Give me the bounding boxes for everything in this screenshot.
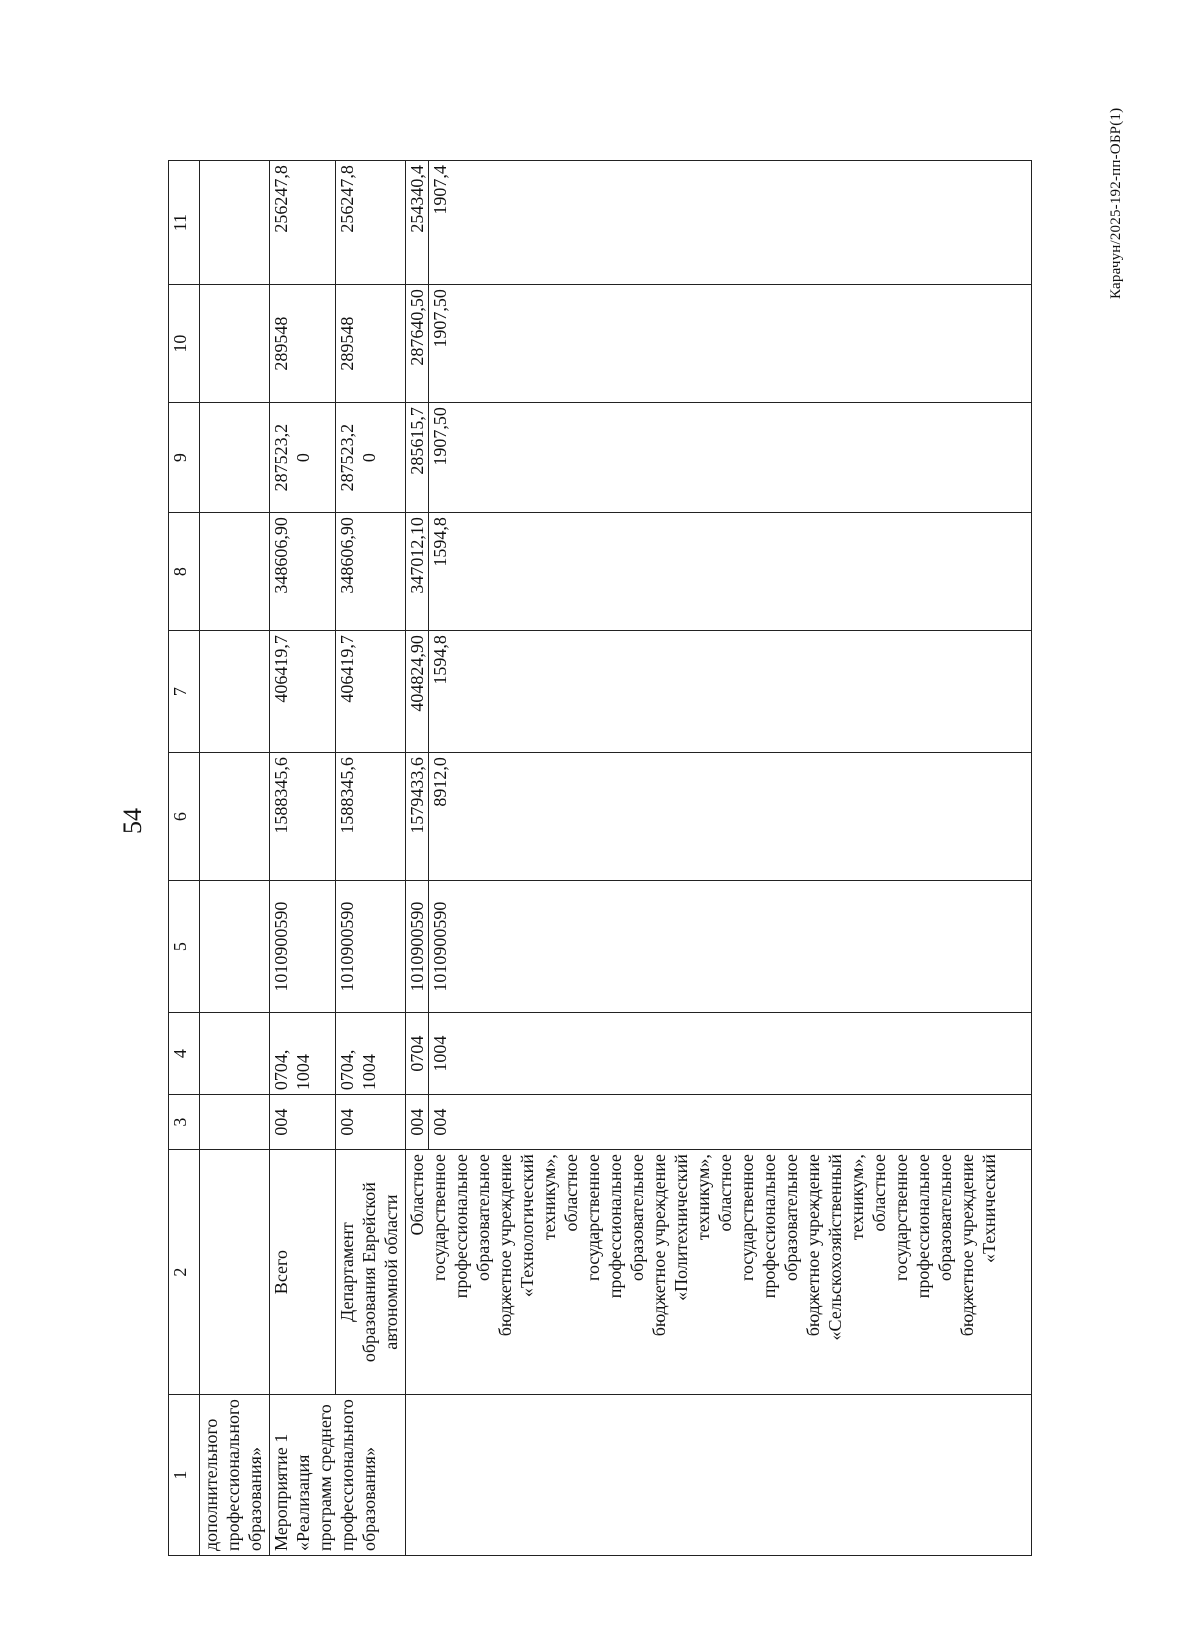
amount-year-4: 287640,50 1907,50 <box>406 285 1032 403</box>
header-cell: 10 <box>169 285 200 403</box>
header-cell: 3 <box>169 1095 200 1150</box>
amount-year-2: 348606,90 <box>270 513 336 631</box>
activity-total-row <box>270 161 336 1556</box>
grbs-code: 004 004 <box>406 1095 1032 1150</box>
target-article-code: 1010900590 <box>270 881 336 1013</box>
header-cell: 11 <box>169 161 200 285</box>
budget-table <box>168 160 1032 1556</box>
header-cell: 2 <box>169 1150 200 1395</box>
activity-name-continued: дополнительного профессионального образования» <box>200 1395 270 1556</box>
document-footer: Карачун/2025-192-пп-ОБР(1) <box>1108 107 1124 299</box>
target-article-code: 1010900590 <box>336 881 406 1013</box>
amount-year-3: 287523,2 0 <box>336 403 406 513</box>
amount-total: 1588345,6 <box>336 753 406 881</box>
header-cell: 9 <box>169 403 200 513</box>
activity-name: Мероприятие 1 «Реализация программ среднего профессионального образования» <box>270 1395 406 1556</box>
amount-year-1: 406419,7 <box>336 631 406 753</box>
grbs-code: 004 <box>270 1095 336 1150</box>
continuation-row <box>200 161 270 1556</box>
amount-year-2: 348606,90 <box>336 513 406 631</box>
amount-year-1: 406419,7 <box>270 631 336 753</box>
target-article-code: 1010900590 1010900590 <box>406 881 1032 1013</box>
header-cell: 5 <box>169 881 200 1013</box>
amount-total: 1579433,6 8912,0 <box>406 753 1032 881</box>
department-row <box>336 161 406 1556</box>
header-row <box>169 161 200 1556</box>
executor-cell: Всего <box>270 1150 336 1395</box>
amount-year-1: 404824,90 1594,8 <box>406 631 1032 753</box>
section-code: 0704, 1004 <box>270 1013 336 1095</box>
amount-year-2: 347012,10 1594,8 <box>406 513 1032 631</box>
header-cell: 8 <box>169 513 200 631</box>
header-cell: 4 <box>169 1013 200 1095</box>
page-number: 54 <box>118 808 147 834</box>
amount-year-4: 289548 <box>336 285 406 403</box>
grbs-code: 004 <box>336 1095 406 1150</box>
amount-year-5: 256247,8 <box>270 161 336 285</box>
institutions-row <box>406 161 1032 1556</box>
institutions-list: Областное государственное профессиональное образовательное бюджетное учреждение «Технологический техникум», областное государственное профессиональное образовательное бюджетное учреждение «Политехнический техникум», областное государственное профессиональное образовательное бюджетное учреждение «Сельскохозяйственный техникум», областное государственное профессиональное образовательное бюджетное учреждение «Технический <box>406 1150 1032 1395</box>
header-cell: 1 <box>169 1395 200 1556</box>
amount-year-3: 285615,7 1907,50 <box>406 403 1032 513</box>
amount-year-4: 289548 <box>270 285 336 403</box>
executor-cell: Департамент образования Еврейской автономной области <box>336 1150 406 1395</box>
amount-year-5: 256247,8 <box>336 161 406 285</box>
amount-total: 1588345,6 <box>270 753 336 881</box>
section-code: 0704, 1004 <box>336 1013 406 1095</box>
amount-year-5: 254340,4 1907,4 <box>406 161 1032 285</box>
amount-year-3: 287523,2 0 <box>270 403 336 513</box>
section-code: 0704 1004 <box>406 1013 1032 1095</box>
header-cell: 6 <box>169 753 200 881</box>
header-cell: 7 <box>169 631 200 753</box>
